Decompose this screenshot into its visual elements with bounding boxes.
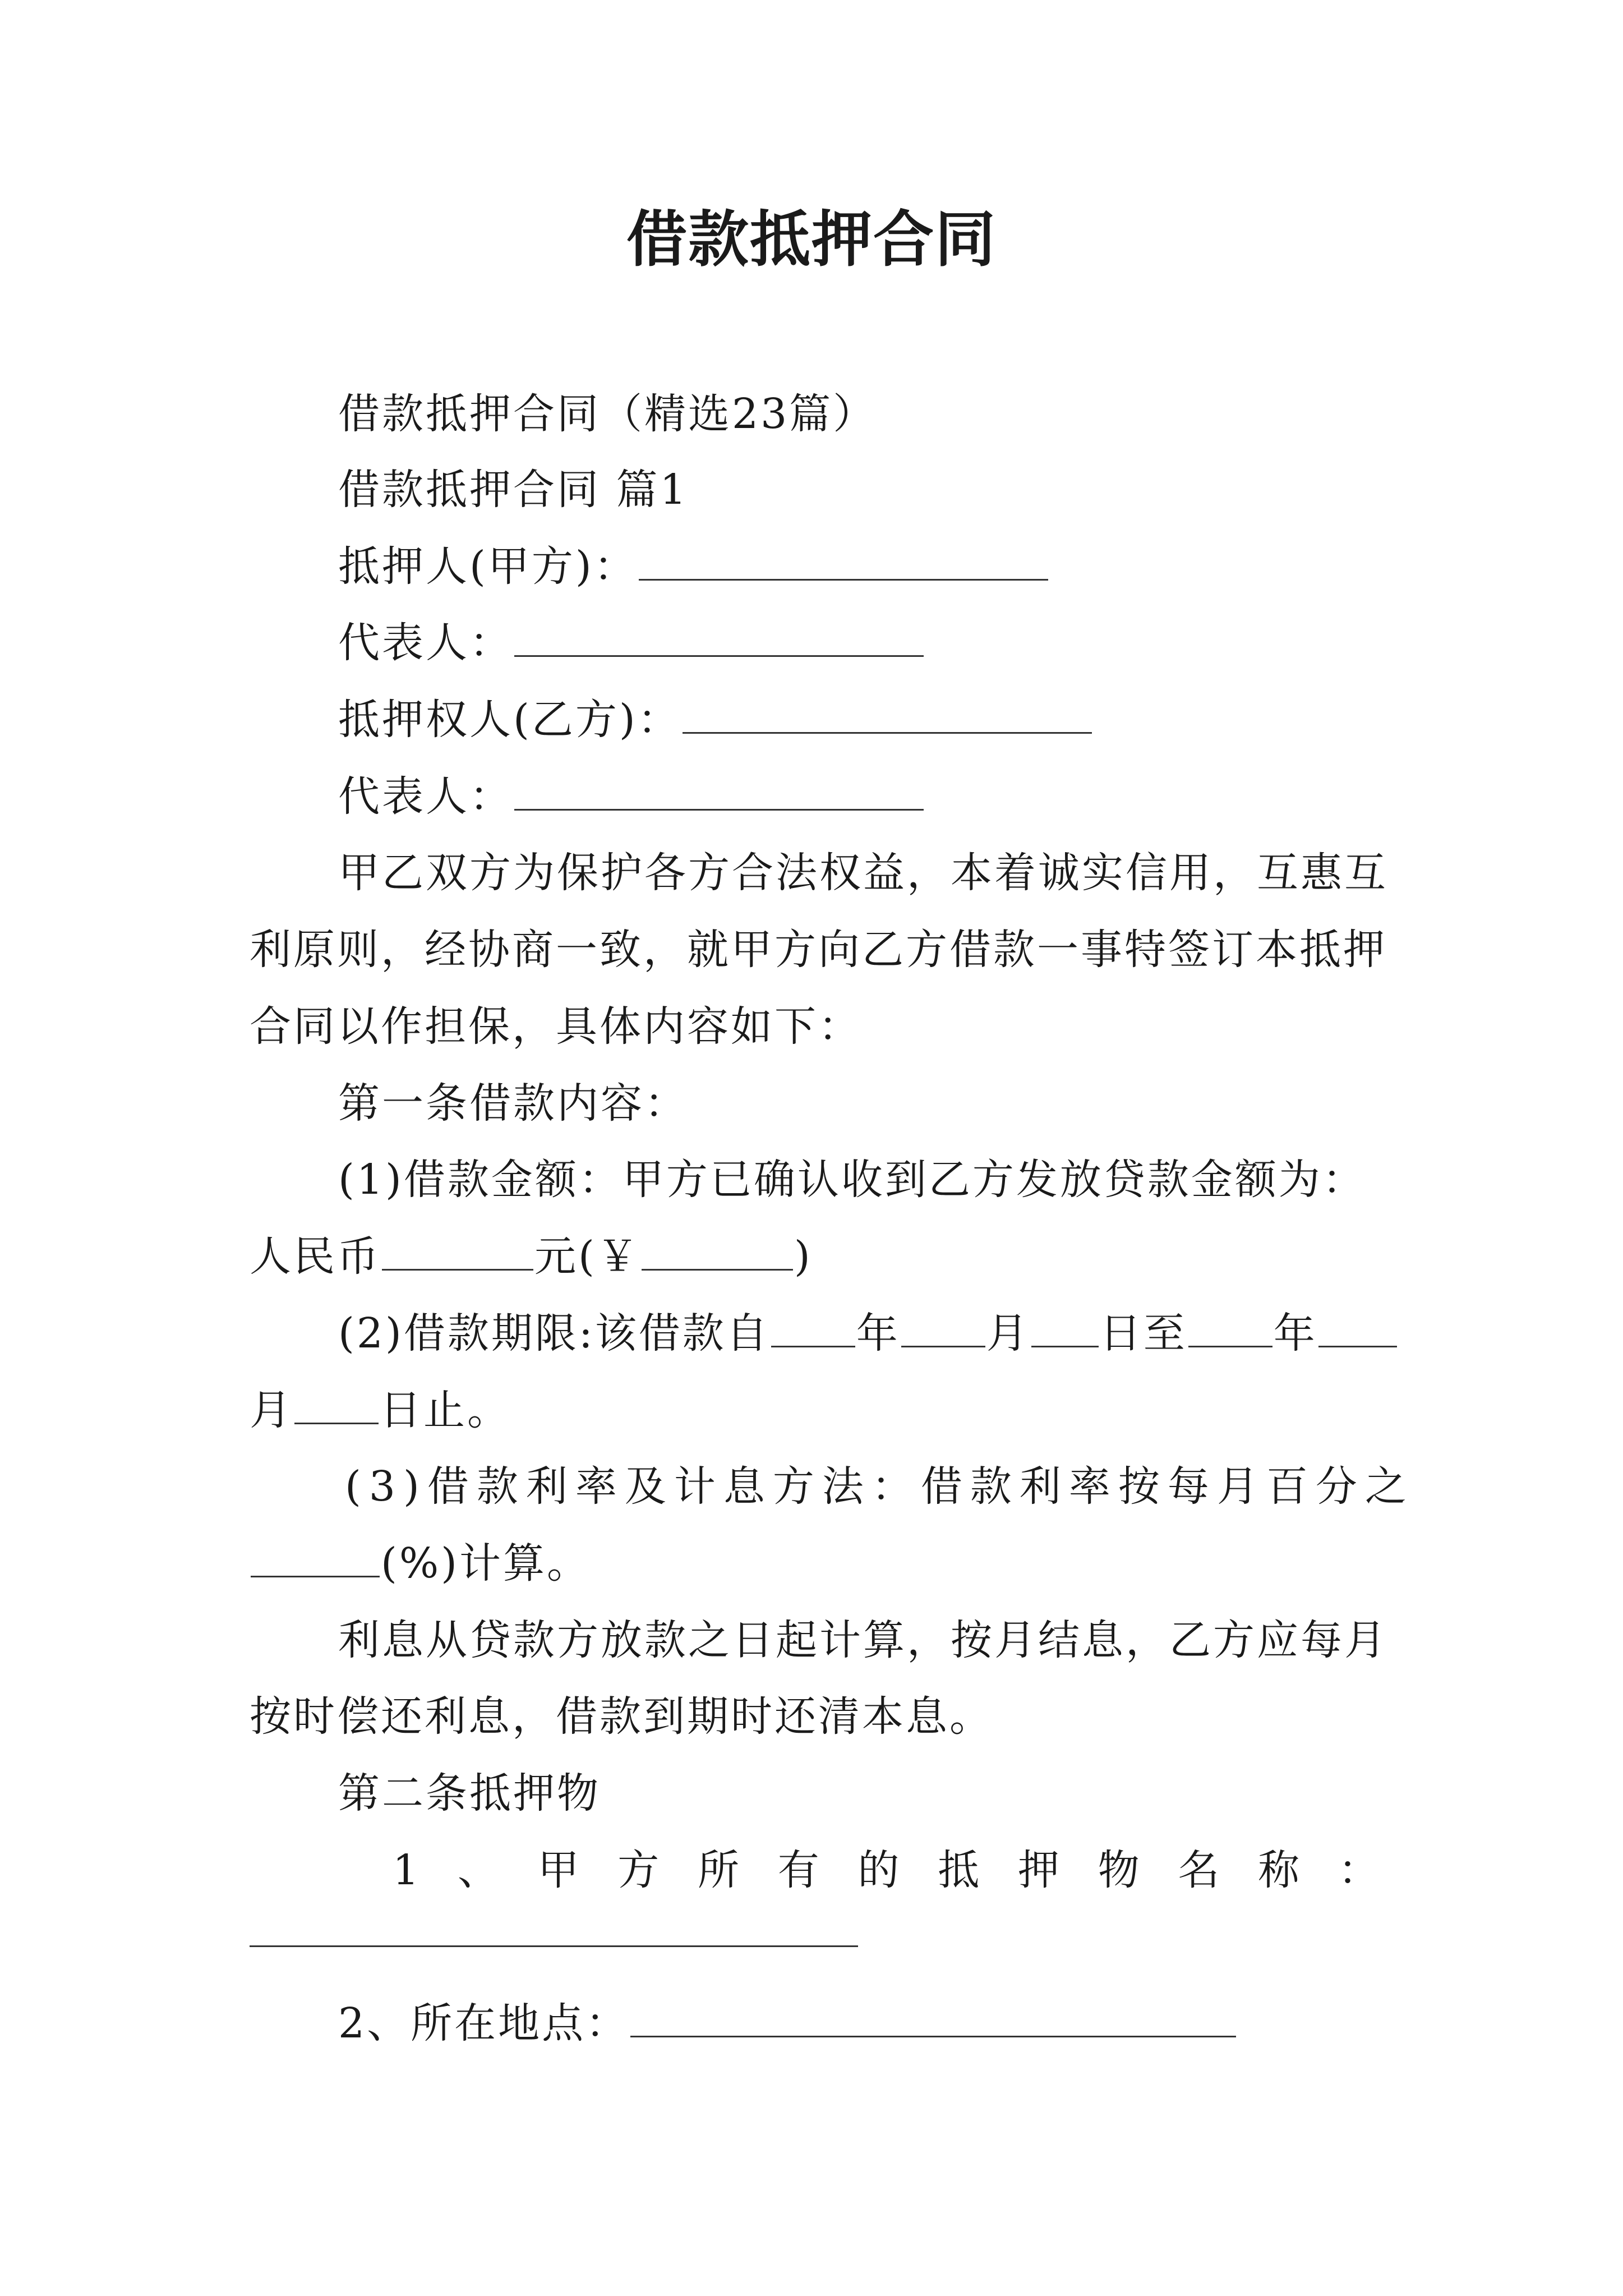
subtitle: 借款抵押合同（精选23篇）	[338, 390, 877, 438]
collateral-char: 甲	[537, 1846, 579, 1894]
collateral-name-blank[interactable]	[250, 1945, 858, 1947]
collateral-location-label: 2、所在地点：	[338, 1999, 630, 2047]
term-prefix: (2)借款期限:该借款自	[338, 1309, 770, 1358]
intro-line-1: 甲乙双方为保护各方合法权益，本着诚实信用，互惠互	[338, 849, 1388, 897]
representative-2-label: 代表人：	[338, 772, 513, 821]
collateral-char: 物	[1098, 1846, 1140, 1894]
amount-words-blank[interactable]	[382, 1235, 533, 1271]
year-label-1: 年	[856, 1309, 900, 1358]
month-label-1: 月	[986, 1309, 1030, 1358]
end-month-blank[interactable]	[1318, 1312, 1397, 1347]
collateral-char: 名	[1178, 1846, 1220, 1894]
page-title: 借款抵押合同	[626, 204, 997, 275]
representative-2-blank[interactable]	[514, 775, 924, 811]
intro-line-2: 利原则，经协商一致，就甲方向乙方借款一事特签订本抵押	[250, 926, 1387, 974]
rmb-label: 人民币	[250, 1232, 381, 1281]
collateral-name-line	[393, 1842, 1380, 1898]
collateral-char: 称	[1258, 1846, 1300, 1894]
article-1-heading: 第一条借款内容：	[338, 1079, 688, 1128]
collateral-location-blank[interactable]	[630, 2002, 1236, 2037]
representative-1-blank[interactable]	[514, 622, 924, 657]
collateral-location-field	[338, 1995, 1237, 2051]
day-to-label: 日至	[1099, 1309, 1187, 1358]
collateral-char: 方	[617, 1846, 660, 1894]
interest-line-1: 利息从贷款方放款之日起计算，按月结息，乙方应每月	[338, 1616, 1388, 1664]
representative-1-label: 代表人：	[338, 619, 513, 667]
end-day-blank[interactable]	[294, 1389, 379, 1424]
interest-rate-line-1: (3)借款利率及计息方法：借款利率按每月百分之	[345, 1462, 1414, 1511]
collateral-char: 所	[698, 1846, 740, 1894]
loan-amount-line-2	[250, 1228, 813, 1285]
mortgagee-field	[338, 692, 1093, 748]
start-year-blank[interactable]	[771, 1312, 855, 1347]
collateral-char: 、	[457, 1846, 499, 1894]
mortgagor-field	[338, 539, 1049, 595]
month-label-2: 月	[250, 1386, 293, 1434]
article-2-heading: 第二条抵押物	[338, 1769, 601, 1818]
collateral-char: 1	[393, 1846, 419, 1894]
loan-amount-line-1: (1)借款金额：甲方已确认收到乙方发放贷款金额为：	[338, 1156, 1366, 1204]
mortgagor-blank[interactable]	[639, 545, 1048, 581]
end-year-blank[interactable]	[1188, 1312, 1272, 1347]
rate-suffix: (%)计算。	[381, 1539, 591, 1588]
part-heading: 借款抵押合同 篇1	[338, 466, 689, 514]
start-day-blank[interactable]	[1031, 1312, 1099, 1347]
collateral-char: 抵	[938, 1846, 980, 1894]
intro-line-3: 合同以作担保，具体内容如下：	[250, 1002, 862, 1051]
mortgagee-label: 抵押权人(乙方)：	[338, 696, 681, 744]
amount-figure-blank[interactable]	[642, 1235, 793, 1271]
collateral-char: ：	[1338, 1846, 1380, 1894]
interest-rate-line-2	[250, 1535, 591, 1591]
year-label-2: 年	[1273, 1309, 1317, 1358]
mortgagor-label: 抵押人(甲方)：	[338, 542, 638, 591]
day-end-label: 日止。	[380, 1386, 511, 1434]
representative-2-field	[338, 769, 925, 825]
start-month-blank[interactable]	[901, 1312, 985, 1347]
representative-1-field	[338, 615, 925, 671]
yuan-label: 元(￥	[534, 1232, 640, 1281]
amount-close-paren: )	[794, 1232, 813, 1281]
rate-blank[interactable]	[251, 1542, 380, 1577]
loan-term-line-1	[338, 1305, 1398, 1361]
loan-term-line-2	[250, 1382, 511, 1438]
mortgagee-blank[interactable]	[683, 698, 1092, 734]
collateral-char: 有	[777, 1846, 819, 1894]
collateral-char: 的	[857, 1846, 900, 1894]
interest-line-2: 按时偿还利息，借款到期时还清本息。	[250, 1692, 993, 1741]
collateral-char: 押	[1017, 1846, 1059, 1894]
